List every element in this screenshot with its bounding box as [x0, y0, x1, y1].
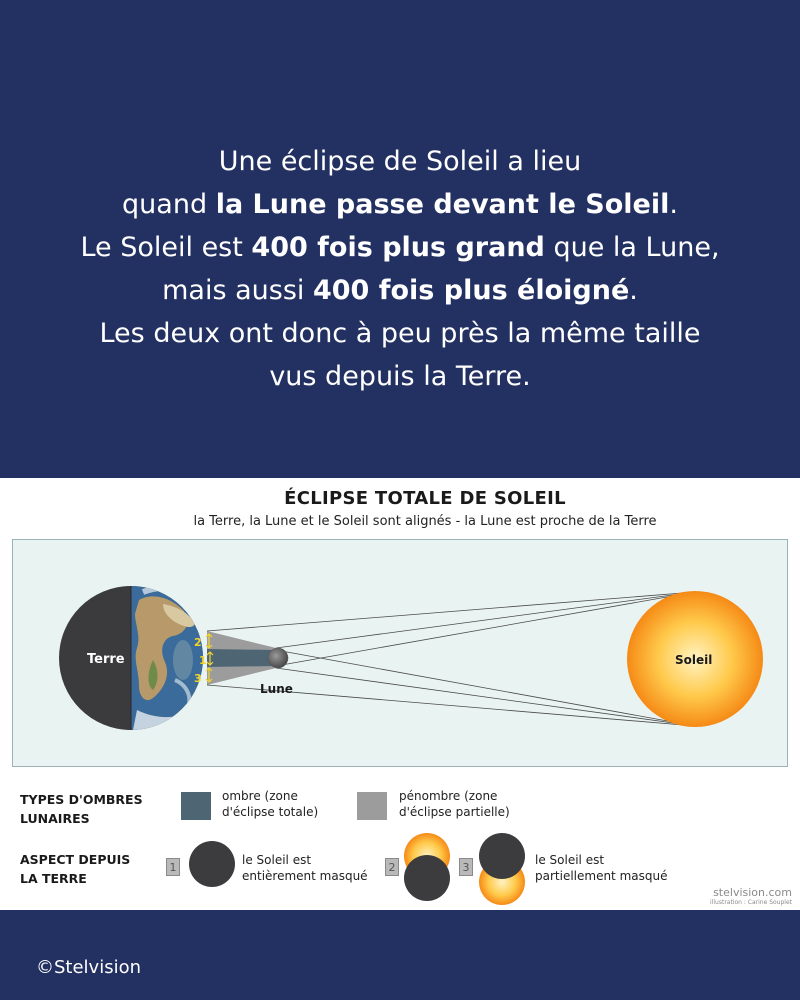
footer	[0, 910, 800, 1000]
umbra-cone	[207, 649, 276, 667]
intro-line-4: mais aussi 400 fois plus éloigné.	[162, 275, 638, 306]
aspect-badge-2: 2	[385, 858, 399, 876]
total-eclipse-legend: le Soleil est entièrement masqué	[242, 853, 368, 883]
intro-section	[0, 0, 800, 478]
penumbra-swatch	[357, 792, 387, 820]
intro-line-5: Les deux ont donc à peu près la même taille	[99, 318, 701, 349]
earth	[59, 580, 211, 740]
penumbra-legend: pénombre (zone d'éclipse partielle)	[399, 789, 510, 819]
zone-number-1: 1	[199, 654, 207, 667]
partial-eclipse-legend: le Soleil est partiellement masqué	[535, 853, 668, 883]
sun-label: Soleil	[675, 653, 713, 667]
legend-types-heading: TYPES D'OMBRES LUNAIRES	[20, 792, 143, 826]
credit-illustrator: illustration : Carine Souplet	[710, 899, 792, 906]
total-eclipse-icon	[188, 840, 236, 888]
diagram-title: ÉCLIPSE TOTALE DE SOLEIL	[284, 488, 566, 509]
umbra-swatch	[181, 792, 211, 820]
umbra-legend: ombre (zone d'éclipse totale)	[222, 789, 319, 819]
earth-label: Terre	[87, 652, 125, 667]
legend-aspect-heading: ASPECT DEPUIS LA TERRE	[20, 852, 131, 886]
intro-line-6: vus depuis la Terre.	[269, 361, 531, 392]
partial-eclipse-icon-2	[402, 832, 452, 912]
eclipse-illustration	[0, 478, 800, 910]
moon	[268, 648, 288, 668]
intro-line-2: quand la Lune passe devant le Soleil.	[122, 189, 678, 220]
eclipse-diagram	[12, 539, 788, 767]
eclipse-diagram-svg	[13, 540, 789, 768]
moon-label: Lune	[260, 682, 293, 696]
intro-line-3: Le Soleil est 400 fois plus grand que la Lune,	[80, 232, 720, 263]
illustration-credit	[710, 886, 792, 906]
aspect-badge-3: 3	[459, 858, 473, 876]
intro-text	[0, 140, 800, 398]
zone-number-2: 2	[194, 636, 202, 649]
zone-number-3: 3	[194, 672, 202, 685]
aspect-badge-1: 1	[166, 858, 180, 876]
partial-eclipse-icon-3	[477, 828, 527, 908]
intro-line-1: Une éclipse de Soleil a lieu	[218, 146, 582, 177]
diagram-subtitle: la Terre, la Lune et le Soleil sont alignés - la Lune est proche de la Terre	[193, 514, 657, 529]
credit-site: stelvision.com	[713, 886, 792, 899]
copyright: ©Stelvision	[36, 957, 142, 978]
